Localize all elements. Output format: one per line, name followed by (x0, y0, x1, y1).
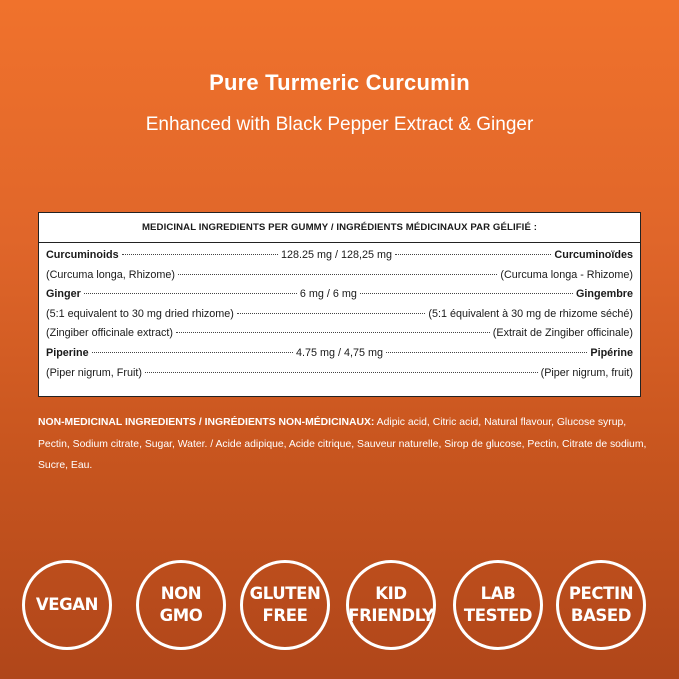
feature-badges (0, 560, 679, 650)
ingredient-source-en: (Curcuma longa, Rhizome) (46, 268, 176, 281)
ingredient-name-fr: Pipérine (590, 346, 633, 359)
leader-dots (176, 332, 490, 333)
leader-dots (178, 274, 497, 275)
badge-label: PECTIN BASED (568, 584, 634, 625)
badge-kid-friendly (346, 560, 436, 650)
badge-gluten-free (240, 560, 330, 650)
ingredient-source-fr: (Extrait de Zingiber officinale) (492, 327, 633, 340)
ingredient-source-en: (5:1 equivalent to 30 mg dried rhizome) (46, 307, 234, 320)
ingredient-amount: 128.25 mg / 128,25 mg (280, 249, 393, 261)
leader-dots (92, 352, 293, 353)
ingredient-amount: 6 mg / 6 mg (299, 288, 357, 301)
badge-pectin-based (556, 560, 646, 650)
ingredient-name-en: Curcuminoids (46, 249, 119, 261)
ingredient-source-fr: (5:1 équivalent à 30 mg de rhizome séché) (428, 307, 633, 320)
leader-dots (395, 254, 551, 255)
badge-vegan (22, 560, 112, 650)
panel-heading: MEDICINAL INGREDIENTS PER GUMMY / INGRÉDIENTS MÉDICINAUX PAR GÉLIFIÉ : (39, 213, 640, 243)
badge-non-gmo (136, 560, 226, 650)
ingredient-name-en: Piperine (46, 346, 89, 359)
leader-dots (145, 372, 538, 373)
badge-label: LAB TESTED (463, 584, 533, 625)
non-medicinal-label: NON-MEDICINAL INGREDIENTS / INGRÉDIENTS NON-MÉDICINAUX: (38, 417, 375, 428)
leader-dots (237, 313, 426, 314)
ingredient-row (46, 344, 633, 364)
ingredient-amount: 4.75 mg / 4,75 mg (295, 346, 384, 359)
ingredient-row (46, 266, 633, 286)
ingredient-row (46, 246, 633, 266)
ingredient-source-fr: (Piper nigrum, fruit) (540, 366, 633, 379)
medicinal-ingredients-panel (38, 212, 641, 397)
badge-lab-tested (453, 560, 543, 650)
ingredient-row (46, 364, 633, 384)
leader-dots (360, 293, 573, 294)
badge-label: NON GMO (159, 584, 203, 625)
ingredient-name-fr: Curcuminoïdes (554, 249, 634, 261)
leader-dots (84, 293, 297, 294)
ingredient-name-fr: Gingembre (576, 288, 633, 301)
product-subtitle: Enhanced with Black Pepper Extract & Ginger (145, 114, 534, 135)
leader-dots (122, 254, 278, 255)
leader-dots (386, 352, 587, 353)
ingredient-row (46, 324, 633, 344)
ingredient-source-fr: (Curcuma longa - Rhizome) (500, 268, 633, 281)
badge-label: KID FRIENDLY (348, 584, 434, 625)
badge-label: GLUTEN FREE (249, 584, 321, 625)
ingredient-source-en: (Piper nigrum, Fruit) (46, 366, 142, 379)
badge-label: VEGAN (35, 595, 99, 614)
ingredient-rows (39, 243, 640, 383)
non-medicinal-ingredients (38, 412, 648, 477)
non-medicinal-text: Adipic acid, Citric acid, Natural flavour, Glucose syrup, Pectin, Sodium citrate, Sugar, Water. / Acide adipique, Acide citrique, Sauveur naturelle, Sirop de glucose, Pectin, Citrate de sodium, Sucre, Eau. (38, 417, 647, 471)
ingredient-name-en: Ginger (46, 288, 81, 301)
ingredient-row (46, 285, 633, 305)
ingredient-source-en: (Zingiber officinale extract) (46, 327, 174, 340)
product-title: Pure Turmeric Curcumin (209, 70, 470, 95)
ingredient-row (46, 305, 633, 325)
